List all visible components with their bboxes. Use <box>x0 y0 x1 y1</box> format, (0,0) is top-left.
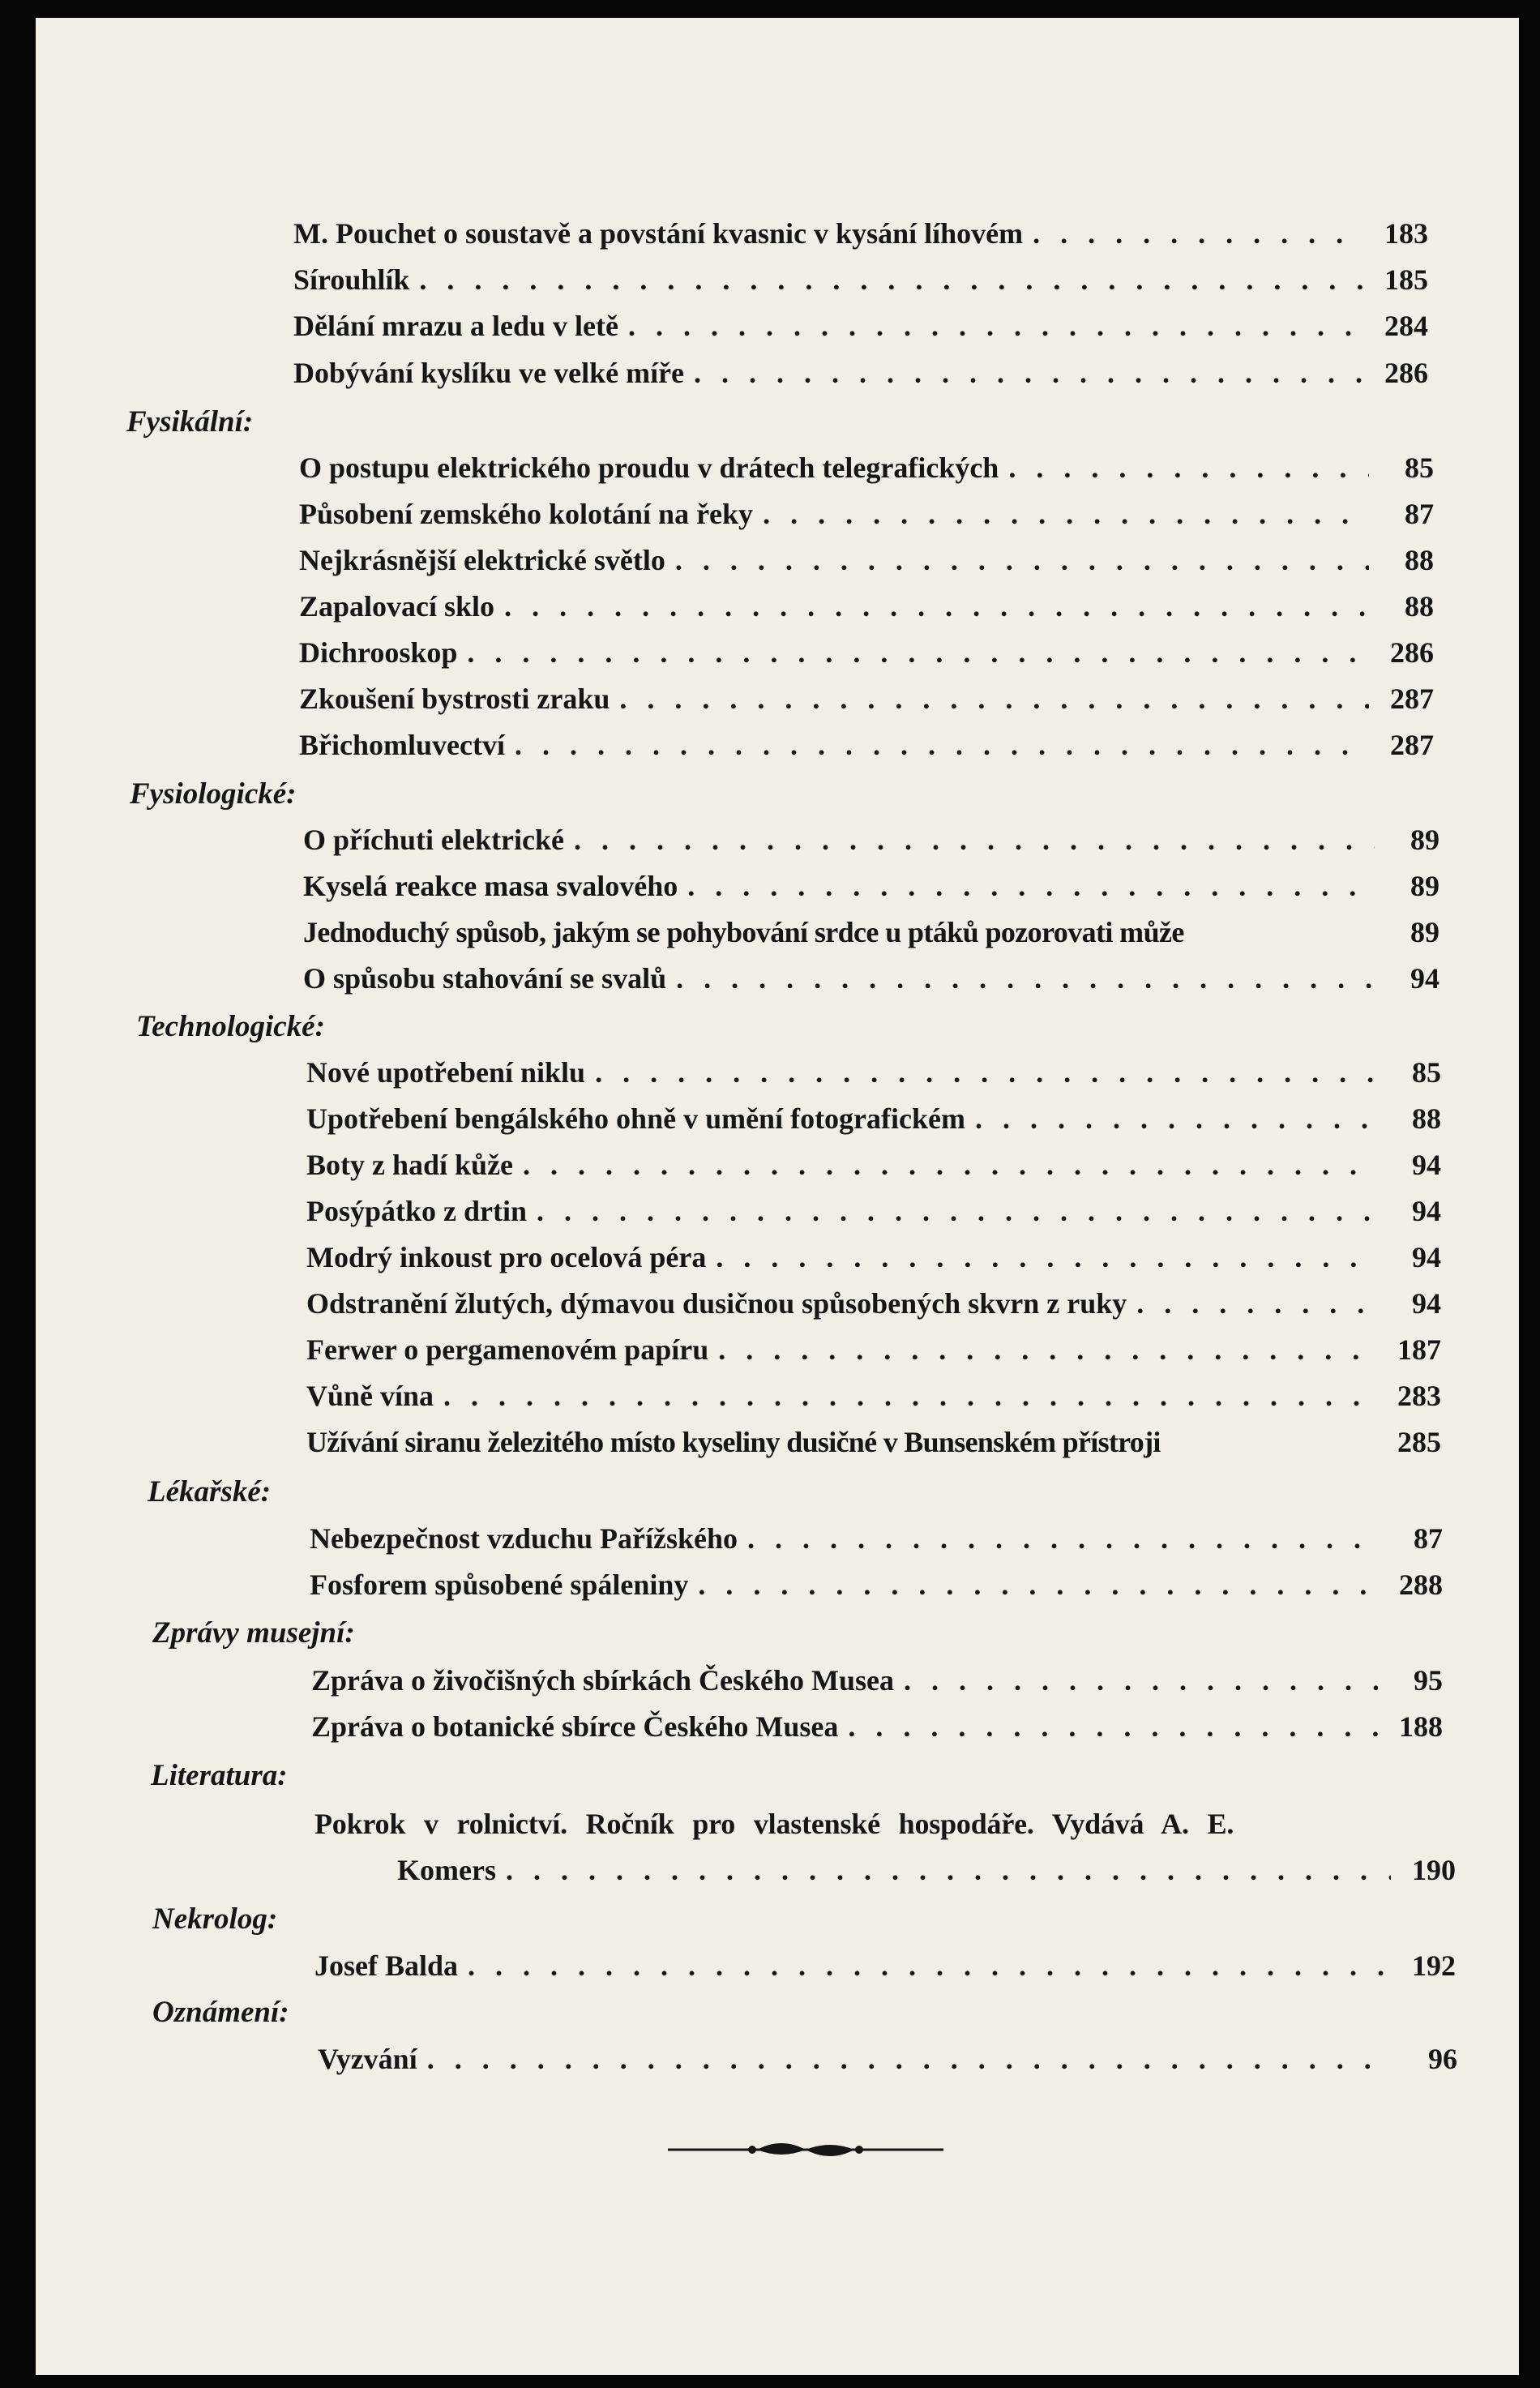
entry-page: 89 <box>1410 870 1439 902</box>
entry-title: Boty z hadí kůže <box>306 1149 514 1181</box>
toc-entry <box>293 265 1428 294</box>
toc-entry <box>299 453 1434 482</box>
toc-entry <box>299 546 1434 575</box>
entry-title: M. Pouchet o soustavě a povstání kvasnic v kysání líhovém <box>293 217 1024 250</box>
leader-dots <box>676 964 1375 993</box>
entry-title: Dobývání kyslíku ve velké míře <box>293 357 685 389</box>
entry-page: 87 <box>1405 498 1434 530</box>
category-heading: Fysiologické: <box>130 777 297 811</box>
entry-title: Sírouhlík <box>293 263 410 296</box>
entry-title-line1: Pokrok v rolnictví. Ročník pro vlastenské hospodáře. Vydává A. E. <box>314 1808 1234 1840</box>
entry-page: 283 <box>1397 1380 1441 1412</box>
entry-title: O příchuti elektrické <box>303 824 564 856</box>
entry-page: 89 <box>1410 916 1439 948</box>
entry-title: Jednoduchý spůsob, jakým se pohybování srdce u ptáků pozorovati může <box>303 916 1184 948</box>
toc-entry <box>299 499 1434 529</box>
entry-title: Zapalovací sklo <box>299 590 495 623</box>
entry-page: 192 <box>1412 1949 1456 1982</box>
entry-page: 88 <box>1412 1102 1441 1135</box>
category-heading: Lékařské: <box>148 1475 272 1509</box>
toc-entry <box>311 1712 1443 1741</box>
leader-dots <box>506 1855 1391 1885</box>
leader-dots <box>687 871 1375 901</box>
scanned-page <box>36 18 1519 2375</box>
entry-page: 94 <box>1410 962 1439 995</box>
entry-title: Vyzvání <box>318 2043 417 2075</box>
entry-title: Nové upotřebení niklu <box>306 1056 586 1089</box>
entry-page: 187 <box>1397 1333 1441 1366</box>
leader-dots <box>515 730 1369 760</box>
toc-entry <box>310 1524 1443 1553</box>
toc-entry <box>314 1951 1456 1980</box>
toc-entry <box>303 825 1439 854</box>
leader-dots <box>694 358 1363 387</box>
toc-entry <box>293 219 1428 248</box>
entry-title: Břichomluvectví <box>299 729 505 761</box>
leader-dots <box>1033 219 1363 248</box>
entry-title: Nebezpečnost vzduchu Pařížského <box>310 1522 738 1555</box>
entry-page: 183 <box>1384 217 1428 250</box>
entry-page: 284 <box>1384 310 1428 342</box>
leader-dots <box>523 1150 1376 1179</box>
entry-title: O postupu elektrického proudu v drátech telegrafických <box>299 451 999 484</box>
leader-dots <box>675 546 1369 575</box>
ornament-rule <box>668 2133 943 2166</box>
leader-dots <box>537 1196 1376 1226</box>
entry-page: 287 <box>1390 683 1434 715</box>
leader-dots <box>595 1058 1376 1087</box>
leader-dots <box>747 1524 1378 1553</box>
toc-entry <box>306 1104 1441 1133</box>
entry-page: 287 <box>1390 729 1434 761</box>
entry-title: Modrý inkoust pro ocelová péra <box>306 1241 707 1273</box>
toc-entry <box>303 918 1439 947</box>
category-heading: Technologické: <box>136 1010 325 1043</box>
entry-title: Nejkrásnější elektrické světlo <box>299 544 665 576</box>
entry-title: Upotřebení bengálského ohně v umění fotografickém <box>306 1102 965 1135</box>
toc-entry <box>318 2044 1457 2073</box>
entry-page: 96 <box>1428 2043 1457 2075</box>
toc-entry <box>293 358 1428 387</box>
toc-entry <box>293 311 1428 340</box>
toc-entry <box>306 1150 1441 1179</box>
entry-title: Užívání siranu železitého místo kyseliny dusičné v Bunsenském přístroji <box>306 1426 1161 1458</box>
entry-page: 188 <box>1399 1710 1443 1743</box>
entry-title: O spůsobu stahování se svalů <box>303 962 667 995</box>
entry-page: 94 <box>1412 1287 1441 1320</box>
leader-dots <box>468 1951 1391 1980</box>
entry-title: Působení zemského kolotání na řeky <box>299 498 754 530</box>
entry-page: 185 <box>1384 263 1428 296</box>
category-heading: Literatura: <box>151 1759 288 1792</box>
toc-entry <box>303 871 1439 901</box>
toc-entry <box>306 1381 1441 1410</box>
leader-dots <box>718 1335 1376 1364</box>
entry-title: Posýpátko z drtin <box>306 1195 528 1227</box>
entry-title: Zkoušení bystrosti zraku <box>299 683 610 715</box>
leader-dots <box>619 684 1369 713</box>
toc-entry <box>311 1666 1443 1695</box>
entry-page: 88 <box>1405 590 1434 623</box>
toc-entry <box>306 1335 1441 1364</box>
toc-entry <box>299 684 1434 713</box>
entry-title: Ferwer o pergamenovém papíru <box>306 1333 709 1366</box>
entry-page: 285 <box>1397 1426 1441 1458</box>
entry-title: Odstranění žlutých, dýmavou dusičnou spůsobených skvrn z ruky <box>306 1287 1127 1320</box>
entry-title: Komers <box>397 1854 496 1886</box>
leader-dots <box>504 592 1369 621</box>
leader-dots <box>904 1666 1378 1695</box>
category-heading: Fysikální: <box>126 405 254 439</box>
toc-entry <box>306 1196 1441 1226</box>
entry-title: Vůně vína <box>306 1380 434 1412</box>
entry-title: Fosforem spůsobené spáleniny <box>310 1568 689 1601</box>
entry-page: 286 <box>1390 636 1434 669</box>
toc-entry <box>303 964 1439 993</box>
entry-page: 94 <box>1412 1241 1441 1273</box>
leader-dots <box>1136 1289 1376 1318</box>
entry-title: Josef Balda <box>314 1949 459 1982</box>
entry-page: 190 <box>1412 1854 1456 1886</box>
toc-entry <box>306 1058 1441 1087</box>
leader-dots <box>467 638 1369 667</box>
category-heading: Nekrolog: <box>152 1902 278 1936</box>
leader-dots <box>419 265 1363 294</box>
toc-entry <box>310 1570 1443 1599</box>
category-heading: Zprávy musejní: <box>152 1616 355 1650</box>
leader-dots <box>763 499 1369 529</box>
entry-title: Dichrooskop <box>299 636 458 669</box>
entry-page: 288 <box>1399 1568 1443 1601</box>
entry-title: Zpráva o botanické sbírce Českého Musea <box>311 1710 839 1743</box>
leader-dots <box>848 1712 1378 1741</box>
entry-page: 94 <box>1412 1149 1441 1181</box>
toc-entry <box>299 592 1434 621</box>
leader-dots <box>427 2044 1392 2073</box>
leader-dots <box>716 1243 1376 1272</box>
toc-entry <box>306 1243 1441 1272</box>
entry-title: Kyselá reakce masa svalového <box>303 870 678 902</box>
entry-page: 88 <box>1405 544 1434 576</box>
toc-entry <box>397 1855 1456 1885</box>
leader-dots <box>698 1570 1378 1599</box>
leader-dots <box>628 311 1363 340</box>
entry-page: 85 <box>1412 1056 1441 1089</box>
entry-page: 85 <box>1405 451 1434 484</box>
entry-page: 286 <box>1384 357 1428 389</box>
entry-page: 95 <box>1414 1664 1443 1697</box>
leader-dots <box>1008 453 1369 482</box>
entry-page: 87 <box>1414 1522 1443 1555</box>
leader-dots <box>975 1104 1376 1133</box>
entry-title: Dělání mrazu a ledu v letě <box>293 310 618 342</box>
toc-entry <box>299 730 1434 760</box>
category-heading: Oznámení: <box>152 1996 289 2029</box>
toc-entry <box>299 638 1434 667</box>
entry-page: 89 <box>1410 824 1439 856</box>
leader-dots <box>443 1381 1376 1410</box>
toc-entry <box>306 1289 1441 1318</box>
entry-title: Zpráva o živočišných sbírkách Českého Musea <box>311 1664 895 1697</box>
toc-entry <box>306 1427 1441 1457</box>
entry-page: 94 <box>1412 1195 1441 1227</box>
leader-dots <box>574 825 1375 854</box>
